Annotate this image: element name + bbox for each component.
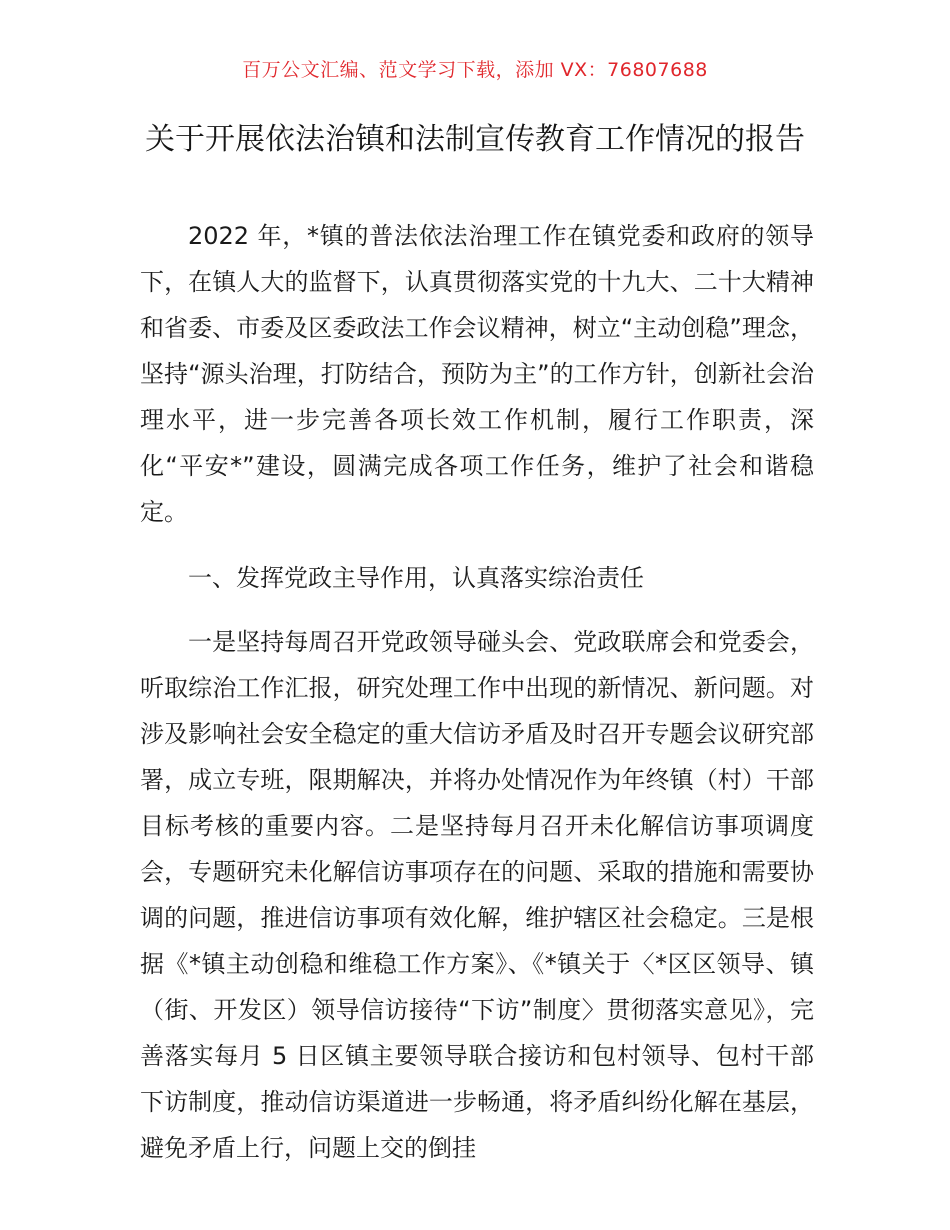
section-paragraph: 一是坚持每周召开党政领导碰头会、党政联席会和党委会，听取综治工作汇报，研究处理工作中出现的新情况、新问题。对涉及影响社会安全稳定的重大信访矛盾及时召开专题会议研究部署，成立专班，限期解决，并将办处情况作为年终镇（村）干部目标考核的重要内容。二是坚持每月召开未化解信访事项调度会，专题研究未化解信访事项存在的问题、采取的措施和需要协调的问题，推进信访事项有效化解，维护辖区社会稳定。三是根据《*镇主动创稳和维稳工作方案》、《*镇关于〈*区区领导、镇（街、开发区）领导信访接待“下访”制度〉贯彻落实意见》，完善落实每月 5 日区镇主要领导联合接访和包村领导、包村干部下访制度，推动信访渠道进一步畅通，将矛盾纠纷化解在基层，避免矛盾上行，问题上交的倒挂 [140,628,814,1162]
section-heading: 一、发挥党政主导作用，认真落实综治责任 [188,564,644,592]
header-watermark-note: 百万公文汇编、范文学习下载，添加 VX：76807688 [242,59,708,81]
document-body [140,213,814,1171]
document-title: 关于开展依法治镇和法制宣传教育工作情况的报告 [145,122,805,157]
intro-paragraph: 2022 年，*镇的普法依法治理工作在镇党委和政府的领导下，在镇人大的监督下，认真贯彻落实党的十九大、二十大精神和省委、市委及区委政法工作会议精神，树立“主动创稳”理念，坚持“源头治理，打防结合，预防为主”的工作方针，创新社会治理水平，进一步完善各项长效工作机制，履行工作职责，深化“平安*”建设，圆满完成各项工作任务，维护了社会和谐稳定。 [140,222,814,526]
